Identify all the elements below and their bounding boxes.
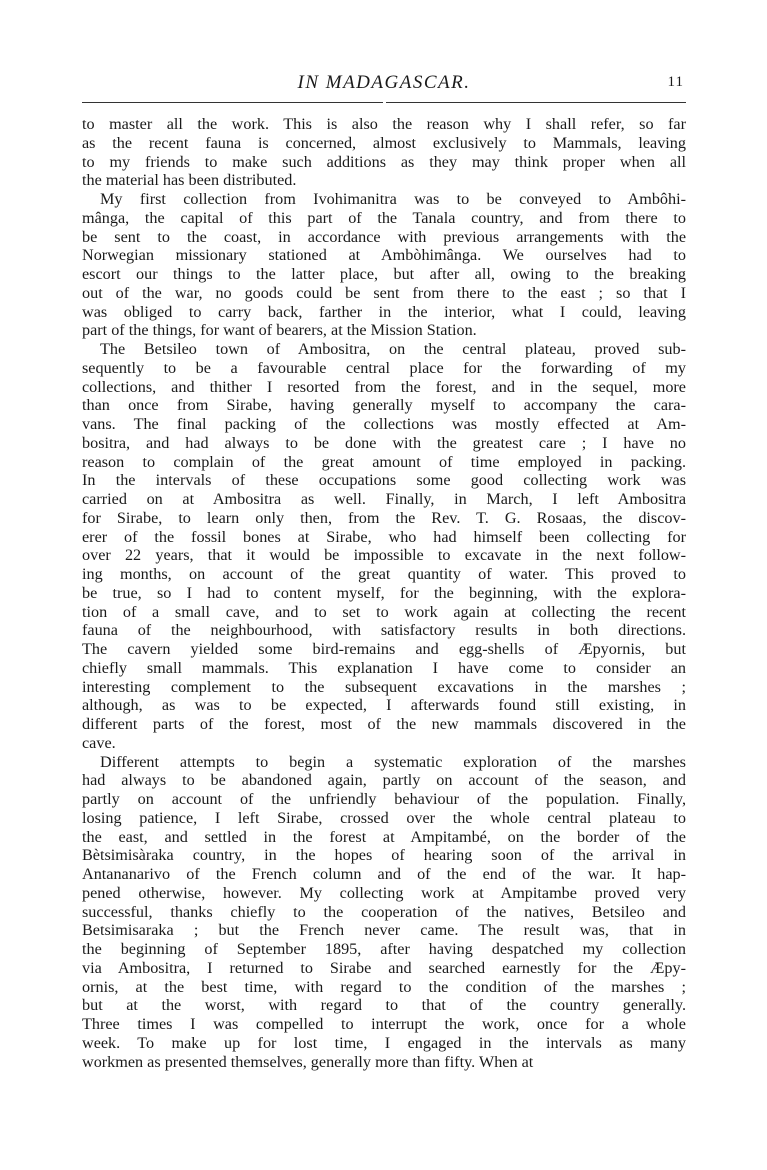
text-line: Three times I was compelled to interrupt the work, once for a whole: [82, 1015, 686, 1033]
text-line: pened otherwise, however. My collecting work at Ampitambe proved very: [82, 883, 686, 902]
text-line: In the intervals of these occupations some good collecting work was: [82, 471, 686, 490]
text-line: Bètsimisàraka country, in the hopes of hearing soon of the arrival in: [82, 846, 686, 865]
paragraph: [82, 190, 686, 340]
text-line: over 22 years, that it would be impossible to excavate in the next follow-: [82, 546, 686, 565]
text-line: than once from Sirabe, having generally myself to accompany the cara-: [82, 396, 686, 415]
text-line: Antananarivo of the French column and of the end of the war. It hap-: [82, 865, 686, 883]
text-line: carried on at Ambositra as well. Finally, in March, I left Ambositra: [82, 490, 686, 508]
header-rule-right: [386, 102, 687, 103]
text-line: but at the worst, with regard to that of the country generally.: [82, 996, 686, 1015]
text-line: Different attempts to begin a systematic exploration of the marshes: [100, 752, 686, 771]
header-rule: [82, 102, 686, 103]
text-line: vans. The final packing of the collections was mostly effected at Am-: [82, 415, 686, 433]
text-line: be true, so I had to content myself, for the beginning, with the explora-: [82, 583, 686, 602]
page-number: 11: [667, 74, 684, 90]
text-line: collections, and thither I resorted from the forest, and in the sequel, more: [82, 377, 686, 396]
text-line: cave.: [82, 733, 116, 752]
text-line: The Betsileo town of Ambositra, on the central plateau, proved sub-: [100, 340, 686, 358]
text-line: erer of the fossil bones at Sirabe, who had himself been collecting for: [82, 527, 686, 546]
text-line: ing months, on account of the great quantity of water. This proved to: [82, 565, 686, 583]
text-line: tion of a small cave, and to set to work again at collecting the recent: [82, 602, 686, 621]
text-line: workmen as presented themselves, generally more than fifty. When at: [82, 1052, 534, 1071]
text-line: The cavern yielded some bird-remains and egg-shells of Æpyornis, but: [82, 640, 686, 658]
text-line: week. To make up for lost time, I engaged in the intervals as many: [82, 1033, 686, 1052]
text-line: the material has been distributed.: [82, 171, 297, 190]
text-line: losing patience, I left Sirabe, crossed over the whole central plateau to: [82, 808, 686, 827]
text-line: be sent to the coast, in accordance with previous arrangements with the: [82, 227, 686, 246]
paragraph: [82, 340, 686, 753]
text-line: bositra, and had always to be done with the greatest care ; I have no: [82, 433, 686, 452]
text-line: chiefly small mammals. This explanation I have come to consider an: [82, 658, 686, 677]
text-line: My first collection from Ivohimanitra was to be conveyed to Ambôhi-: [100, 190, 686, 208]
paragraph: [82, 753, 686, 1072]
text-line: interesting complement to the subsequent excavations in the marshes ;: [82, 677, 686, 696]
text-line: had always to be abandoned again, partly on account of the season, and: [82, 771, 686, 790]
text-line: partly on account of the unfriendly behaviour of the population. Finally,: [82, 790, 686, 808]
book-page: [82, 70, 686, 1071]
text-line: part of the things, for want of bearers, at the Mission Station.: [82, 321, 477, 340]
running-header: [82, 70, 686, 100]
text-line: the beginning of September 1895, after having despatched my collection: [82, 940, 686, 958]
text-line: sequently to be a favourable central place for the forwarding of my: [82, 358, 686, 377]
text-line: for Sirabe, to learn only then, from the Rev. T. G. Rosaas, the discov-: [82, 508, 686, 527]
text-line: as the recent fauna is concerned, almost exclusively to Mammals, leaving: [82, 133, 686, 152]
text-line: fauna of the neighbourhood, with satisfactory results in both directions.: [82, 621, 686, 640]
text-line: escort our things to the latter place, but after all, owing to the breaking: [82, 265, 686, 283]
text-line: Norwegian missionary stationed at Ambòhimânga. We ourselves had to: [82, 246, 686, 265]
text-line: via Ambositra, I returned to Sirabe and searched earnestly for the Æpy-: [82, 958, 686, 977]
text-line: ornis, at the best time, with regard to the condition of the marshes ;: [82, 977, 686, 996]
text-line: out of the war, no goods could be sent from there to the east ; so that I: [82, 283, 686, 302]
paragraph: [82, 115, 686, 190]
text-line: although, as was to be expected, I afterwards found still existing, in: [82, 696, 686, 715]
text-line: different parts of the forest, most of the new mammals discovered in the: [82, 715, 686, 733]
text-line: was obliged to carry back, farther in the interior, what I could, leaving: [82, 302, 686, 321]
text-line: reason to complain of the great amount of time employed in packing.: [82, 452, 686, 471]
running-title: IN MADAGASCAR.: [297, 72, 471, 93]
text-line: to master all the work. This is also the reason why I shall refer, so far: [82, 115, 686, 133]
header-rule-left: [82, 102, 383, 103]
text-line: Betsimisaraka ; but the French never came. The result was, that in: [82, 921, 686, 940]
text-line: successful, thanks chiefly to the cooperation of the natives, Betsileo and: [82, 902, 686, 921]
text-line: mânga, the capital of this part of the Tanala country, and from there to: [82, 208, 686, 227]
text-line: to my friends to make such additions as they may think proper when all: [82, 152, 686, 171]
text-line: the east, and settled in the forest at Ampitambé, on the border of the: [82, 827, 686, 846]
body-text: [82, 115, 686, 1071]
